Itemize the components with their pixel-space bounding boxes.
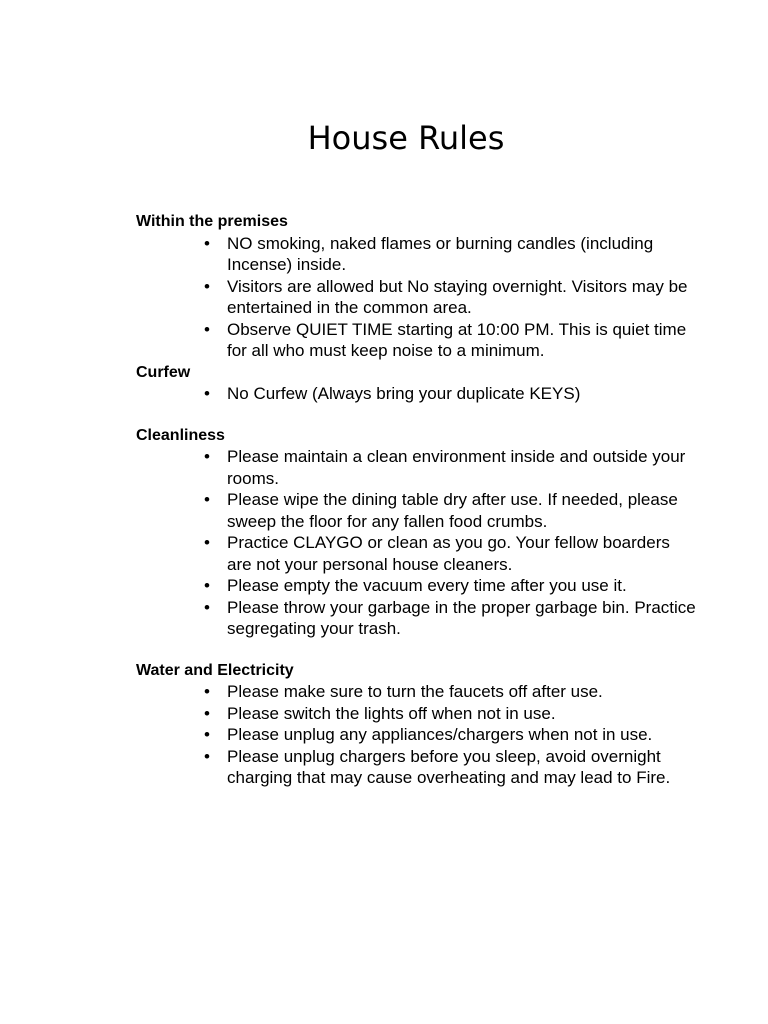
rule-item [136,446,696,489]
rule-text: Observe QUIET TIME starting at 10:00 PM. This is quiet time for all who must keep noise to a minimum. [227,319,687,360]
section-within-premises [136,211,696,362]
bullet-icon: • [204,384,210,403]
bullet-icon: • [204,447,210,466]
rule-text: Please switch the lights off when not in use. [227,703,556,723]
rule-text: Please make sure to turn the faucets off after use. [227,682,603,701]
rule-item [136,319,696,362]
bullet-icon: • [204,597,210,617]
rule-item [136,724,696,746]
rule-text: Practice CLAYGO or clean as you go. Your fellow boarders are not your personal house cleaners. [227,533,670,574]
rule-list [136,383,696,405]
bullet-icon: • [204,490,210,509]
rule-list [136,446,696,640]
bullet-icon: • [204,682,210,701]
bullet-icon: • [204,703,210,723]
section-spacer [136,640,696,660]
rule-list [136,233,696,362]
section-cleanliness [136,425,696,640]
rule-item [136,597,696,640]
rule-item [136,233,696,276]
bullet-icon: • [204,725,210,744]
page-title: House Rules [307,119,505,157]
rule-text: NO smoking, naked flames or burning candles (including Incense) inside. [227,233,654,274]
rule-list [136,681,696,789]
rule-item [136,489,696,532]
rule-text: Please unplug chargers before you sleep, avoid overnight charging that may cause overheating and may lead to Fire. [227,746,671,787]
bullet-icon: • [204,746,210,766]
section-spacer [136,405,696,425]
rule-text: Please empty the vacuum every time after you use it. [227,576,627,595]
rule-item [136,575,696,597]
rules-content [136,211,696,789]
rule-item [136,276,696,319]
rule-item [136,746,696,789]
rule-item [136,532,696,575]
section-heading: Cleanliness [136,426,225,444]
rule-text: Please maintain a clean environment inside and outside your rooms. [227,447,686,488]
rule-text: Please throw your garbage in the proper garbage bin. Practice segregating your trash. [227,597,696,638]
bullet-icon: • [204,576,210,595]
bullet-icon: • [204,533,210,552]
section-heading: Water and Electricity [136,661,294,679]
section-water-electricity [136,660,696,789]
section-heading: Within the premises [136,213,288,230]
rule-item [136,703,696,725]
bullet-icon: • [204,276,210,296]
bullet-icon: • [204,233,210,253]
rule-item [136,383,696,405]
rule-text: Visitors are allowed but No staying overnight. Visitors may be entertained in the common area. [227,276,688,317]
rule-item [136,681,696,703]
bullet-icon: • [204,319,210,339]
section-curfew [136,362,696,405]
rule-text: Please unplug any appliances/chargers when not in use. [227,725,653,744]
rule-text: No Curfew (Always bring your duplicate KEYS) [227,384,581,403]
rule-text: Please wipe the dining table dry after use. If needed, please sweep the floor for any fallen food crumbs. [227,490,678,531]
section-heading: Curfew [136,363,191,381]
